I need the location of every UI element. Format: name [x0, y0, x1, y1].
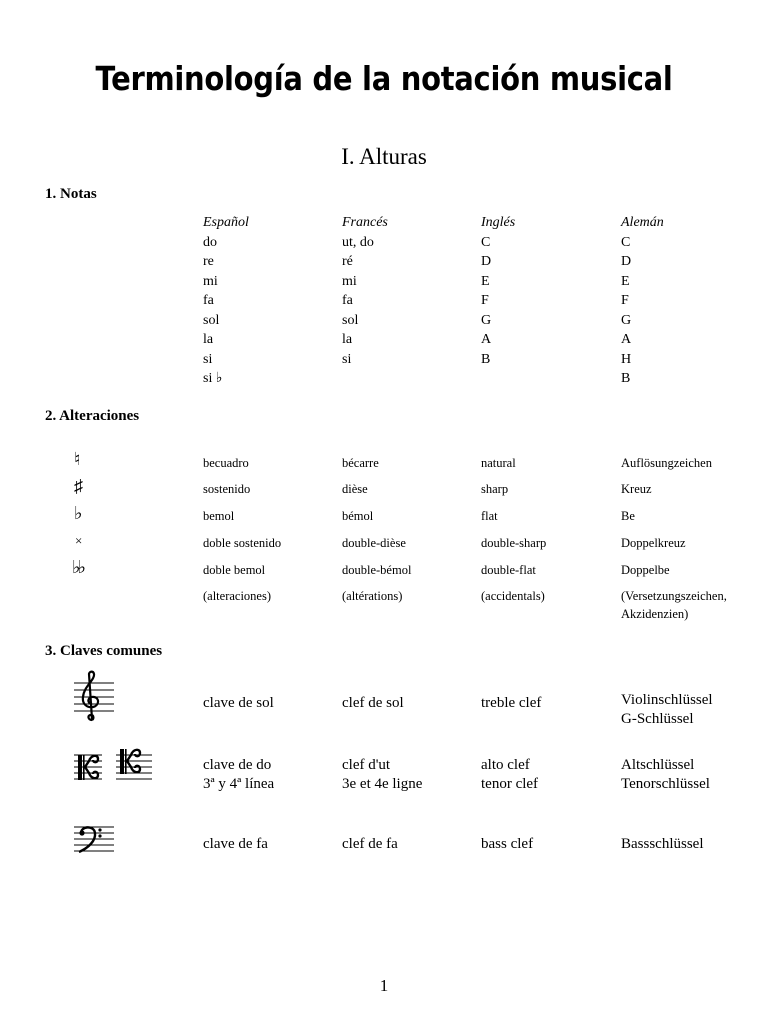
- clef-name: 3e et 4e ligne: [342, 776, 423, 792]
- note-cell: D: [621, 254, 632, 269]
- note-cell: sol: [342, 312, 359, 328]
- table-cell: Akzidenzien): [621, 607, 689, 621]
- note-cell: F: [621, 293, 629, 308]
- note-cell: C: [481, 234, 491, 250]
- clef-name: G-Schlüssel: [621, 711, 694, 727]
- table-cell: dièse: [342, 482, 368, 496]
- table-cell: becuadro: [203, 456, 249, 470]
- clef-name: tenor clef: [481, 776, 539, 792]
- column-header-aleman: Alemán: [621, 215, 664, 230]
- clef-name: treble clef: [481, 695, 542, 711]
- note-cell: fa: [342, 293, 353, 308]
- table-cell: sharp: [481, 482, 509, 496]
- clef-name: Violinschlüssel: [621, 692, 713, 708]
- alteraciones-heading: 2. Alteraciones: [45, 408, 140, 424]
- claves-heading: 3. Claves comunes: [45, 643, 163, 659]
- table-cell: (Versetzungszeichen,: [621, 589, 727, 603]
- notas-column-list: [481, 213, 515, 369]
- note-cell: ut, do: [342, 234, 374, 250]
- column-header-espanol: Español: [203, 215, 249, 230]
- note-cell: mi: [342, 273, 357, 289]
- clef-name: clef d'ut: [342, 757, 391, 773]
- table-cell: double-sharp: [481, 536, 547, 550]
- note-cell: A: [481, 332, 492, 347]
- note-cell: C: [621, 234, 631, 250]
- table-cell: double-flat: [481, 563, 536, 577]
- note-cell: E: [621, 273, 630, 289]
- table-cell: bémol: [342, 509, 374, 523]
- note-cell: si ♭: [203, 371, 223, 386]
- table-cell: Kreuz: [621, 482, 652, 496]
- note-cell: la: [203, 332, 214, 347]
- note-cell: D: [481, 254, 492, 269]
- note-cell: fa: [203, 293, 214, 308]
- table-cell: doble sostenido: [203, 536, 282, 550]
- note-cell: sol: [203, 312, 220, 328]
- clef-name: clef de fa: [342, 836, 398, 852]
- column-header-ingles: Inglés: [481, 215, 516, 230]
- clef-name: 3ª y 4ª línea: [203, 776, 275, 792]
- note-cell: ré: [342, 254, 353, 269]
- treble-clef-icon: [72, 670, 116, 724]
- table-cell: (altérations): [342, 589, 403, 603]
- note-cell: G: [621, 312, 632, 328]
- note-cell: la: [342, 332, 353, 347]
- notas-column-list: [342, 213, 388, 369]
- table-cell: double-bémol: [342, 563, 412, 577]
- notas-column-list: [621, 213, 664, 389]
- table-cell: Auflösungzeichen: [621, 456, 712, 470]
- table-cell: double-dièse: [342, 536, 406, 550]
- section-title: I. Alturas: [341, 144, 427, 169]
- note-cell: do: [203, 234, 217, 250]
- clef-name: clave de sol: [203, 695, 274, 711]
- clef-name: clef de sol: [342, 695, 404, 711]
- bass-clef-icon: [72, 822, 116, 858]
- note-cell: A: [621, 332, 632, 347]
- note-cell: B: [621, 371, 631, 386]
- table-cell: Be: [621, 509, 635, 523]
- clef-name: bass clef: [481, 836, 534, 852]
- notas-heading: 1. Notas: [45, 186, 97, 202]
- table-cell: bemol: [203, 509, 235, 523]
- clef-name: Altschlüssel: [621, 757, 695, 773]
- note-cell: F: [481, 293, 489, 308]
- notas-column-list: [203, 213, 249, 389]
- clef-name: alto clef: [481, 757, 530, 773]
- table-cell: (alteraciones): [203, 589, 272, 603]
- note-cell: B: [481, 351, 491, 367]
- natural-icon: ♮: [74, 449, 81, 469]
- note-cell: E: [481, 273, 490, 289]
- sharp-icon: ♯: [74, 476, 83, 496]
- clef-name: clave de fa: [203, 836, 268, 852]
- table-cell: Doppelbe: [621, 563, 670, 577]
- table-cell: doble bemol: [203, 563, 266, 577]
- page-number: 1: [379, 976, 389, 995]
- double-flat-icon: ♭♭: [72, 557, 83, 577]
- note-cell: mi: [203, 273, 218, 289]
- table-cell: bécarre: [342, 456, 379, 470]
- note-cell: G: [481, 312, 492, 328]
- note-cell: re: [203, 254, 214, 269]
- table-cell: Doppelkreuz: [621, 536, 686, 550]
- clef-name: clave de do: [203, 757, 272, 773]
- flat-icon: ♭: [74, 503, 83, 523]
- table-cell: (accidentals): [481, 589, 545, 603]
- page-title: Terminología de la notación musical: [95, 59, 673, 99]
- note-cell: H: [621, 351, 632, 367]
- clef-name: Tenorschlüssel: [621, 776, 710, 792]
- clef-name: Bassschlüssel: [621, 836, 704, 852]
- table-cell: flat: [481, 509, 498, 523]
- double-sharp-icon: ×: [75, 533, 83, 548]
- c-clef-icon: [72, 744, 154, 786]
- table-cell: sostenido: [203, 482, 251, 496]
- note-cell: si: [203, 351, 213, 367]
- note-cell: si: [342, 351, 352, 367]
- table-cell: natural: [481, 456, 516, 470]
- column-header-frances: Francés: [342, 215, 388, 230]
